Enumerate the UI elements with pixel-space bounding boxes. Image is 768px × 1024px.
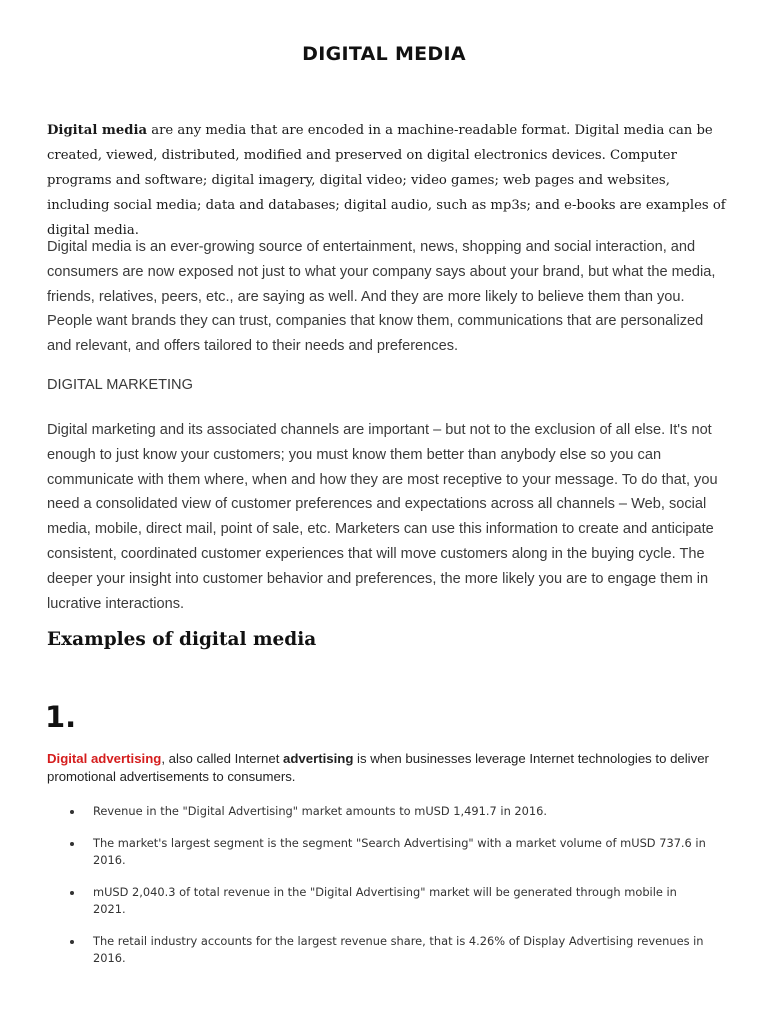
advertising-text-1: , also called Internet	[161, 751, 284, 766]
examples-heading: Examples of digital media	[47, 629, 317, 650]
bullet-icon	[70, 891, 74, 895]
section-subheading: DIGITAL MARKETING	[47, 377, 193, 393]
advertising-bold-term: advertising	[283, 751, 354, 766]
section-number: 1.	[45, 700, 77, 734]
bullet-icon	[70, 940, 74, 944]
list-item	[0, 835, 713, 869]
intro-paragraph	[47, 118, 727, 243]
page-title: DIGITAL MEDIA	[302, 43, 466, 65]
intro-bold-term: Digital media	[47, 123, 148, 138]
advertising-red-term: Digital advertising	[47, 751, 162, 766]
list-item-text: The retail industry accounts for the largest revenue share, that is 4.26% of Display Advertising revenues in 2016.	[93, 934, 704, 965]
list-item-text: The market's largest segment is the segment "Search Advertising" with a market volume of mUSD 737.6 in 2016.	[93, 836, 706, 867]
body-paragraph-2: Digital media is an ever-growing source of entertainment, news, shopping and social interaction, and consumers are now exposed not just to what your company says about your brand, but what the media, friends, relatives, peers, etc., are saying as well. And they are more likely to believe them than you. People want brands they can trust, companies that know them, communications that are personalized and relevant, and offers tailored to their needs and preferences.	[47, 239, 716, 355]
body-paragraph-3: Digital marketing and its associated channels are important – but not to the exclusion of all else. It's not enough to just know your customers; you must know them better than anybody else so you can communicate with them where, when and how they are most receptive to your message. To do that, you need a consolidated view of customer preferences and expectations across all channels – Web, social media, mobile, direct mail, point of sale, etc. Marketers can use this information to create and anticipate consistent, coordinated customer experiences that will move customers along in the buying cycle. The deeper your insight into customer behavior and preferences, the more likely you are to engage them in lucrative interactions.	[47, 422, 718, 612]
list-item	[0, 933, 713, 967]
list-item	[0, 884, 713, 918]
list-item-text: Revenue in the "Digital Advertising" market amounts to mUSD 1,491.7 in 2016.	[93, 804, 548, 818]
advertising-intro	[47, 750, 737, 786]
intro-text: are any media that are encoded in a machine-readable format. Digital media can be created, viewed, distributed, modified and preserved on digital electronics devices. Computer programs and software; digital imagery, digital video; video games; web pages and websites, including social media; data and databases; digital audio, such as mp3s; and e-books are examples of digital media.	[47, 123, 726, 238]
advertising-text-2: is when businesses leverage Internet technologies to deliver promotional advertisements to consumers.	[47, 751, 709, 784]
statistics-list	[0, 803, 768, 982]
list-item-text: mUSD 2,040.3 of total revenue in the "Digital Advertising" market will be generated through mobile in 2021.	[93, 885, 677, 916]
bullet-icon	[70, 842, 74, 846]
list-item	[0, 803, 713, 820]
bullet-icon	[70, 810, 74, 814]
